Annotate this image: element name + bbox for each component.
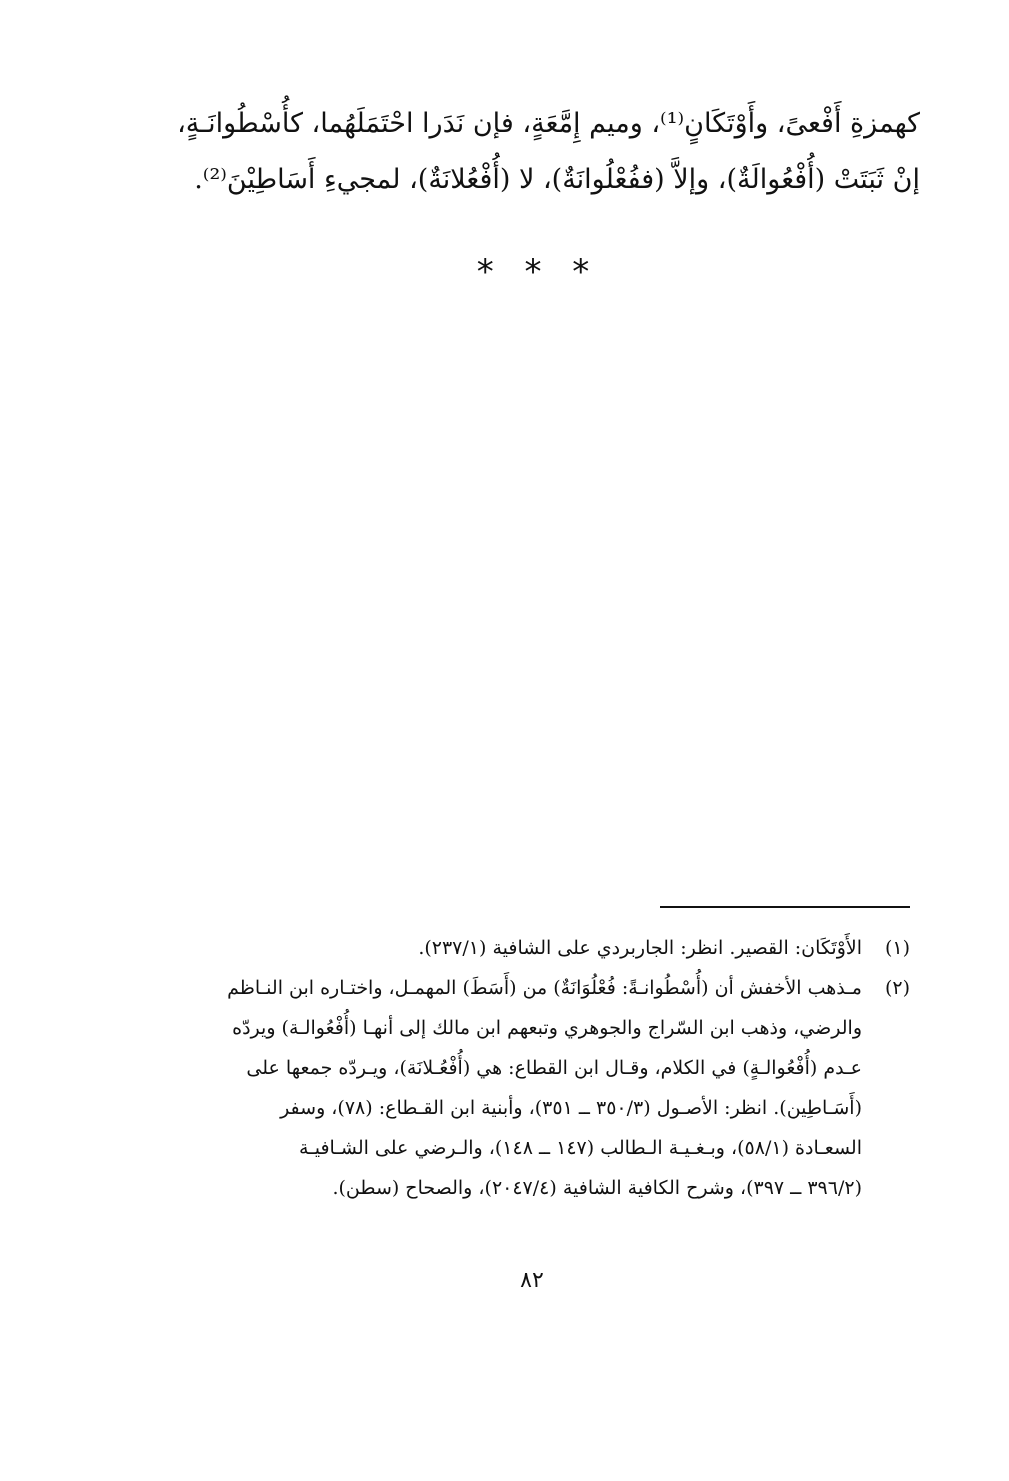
footnote-line: والرضي، وذهب ابن السّراج والجوهري وتبعهم ابن مالك إلى أنهـا (أُفْعُوالـة) ويردّه [232, 1017, 862, 1039]
footnote-divider [660, 906, 910, 908]
footnote-number: (١) [884, 937, 910, 959]
footnote-line: (٣٩٦/٢ ــ ٣٩٧)، وشرح الكافية الشافية (٢٠٤٧/٤)، والصحاح (سطن). [332, 1177, 862, 1199]
main-text-line-2: إنْ ثَبَتَتْ (أُفْعُوالَةٌ)، وإلاَّ (ففُعْلُوانَةٌ)، لا (أُفْعُلانَةٌ)، لمجيءِ أَسَاطِيْنَ⁽²⁾. [194, 164, 920, 195]
page-number: ٨٢ [520, 1268, 544, 1293]
footnote-number: (٢) [884, 977, 910, 999]
footnote-line: (أَسَـاطِين). انظر: الأصـول (٣٥٠/٣ ــ ٣٥١)، وأبنية ابن القـطاع: (٧٨)، وسفر [280, 1097, 862, 1119]
footnote-line: مـذهب الأخفش أن (أُسْطُوانـةً: فُعْلُوَانَةٌ) من (أَسَطَ) المهمـل، واختـاره ابن النـاظم [227, 977, 862, 999]
footnotes [158, 928, 910, 1208]
footnote-text [158, 968, 862, 1208]
footnote-text [158, 928, 862, 968]
section-separator: * * * [476, 252, 600, 292]
main-text-line-1: كهمزةِ أَفْعىً، وأَوْتَكَانٍ⁽¹⁾، وميم إِمَّعَةٍ، فإن نَدَرا احْتَمَلَهُما، كأُسْطُوانَـةٍ، [177, 108, 920, 139]
main-text [160, 96, 920, 208]
footnote-1 [158, 928, 910, 968]
footnote-line: السعـادة (٥٨/١)، وبـغـيـة الـطالب (١٤٧ ــ ١٤٨)، والـرضي على الشـافيـة [298, 1137, 862, 1159]
footnote-2 [158, 968, 910, 1208]
footnote-line: عـدم (أُفْعُوالـةٍ) في الكلام، وقـال ابن القطاع: هي (أُفْعُـلانَة)، ويـردّه جمعها على [246, 1057, 862, 1079]
footnote-line: الأَوْتَكَان: القصير. انظر: الجاربردي على الشافية (٢٣٧/١). [418, 937, 862, 959]
